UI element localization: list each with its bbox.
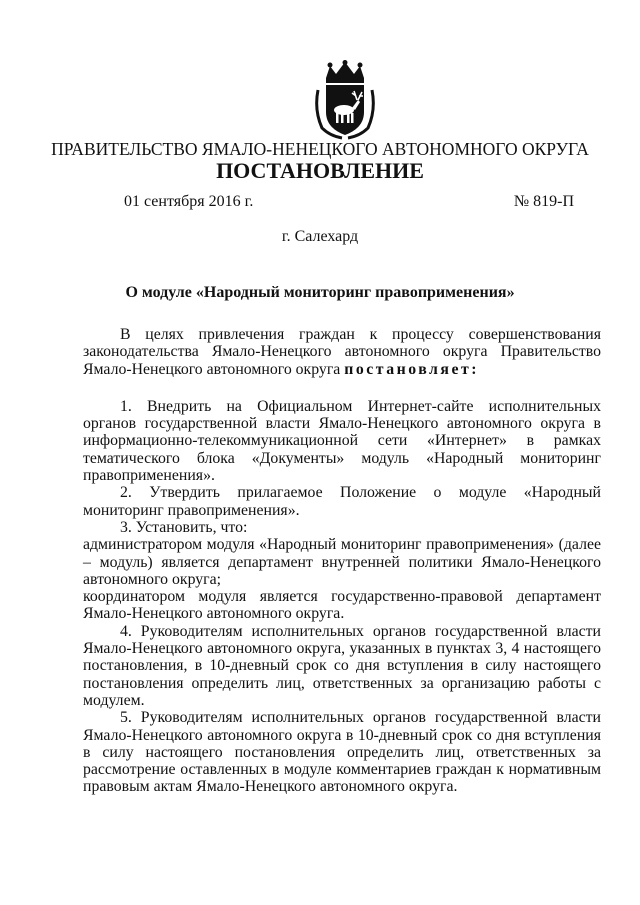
clause-paragraph: 3. Установить, что: [120, 518, 248, 536]
document-number: № 819-П [513, 193, 574, 210]
clause-paragraph: 5. Руководителям исполнительных органов государственной власти Ямало-Ненецкого автономного округа в 10-дневный срок со дня вступления в силу настоящего постановления определить лиц, ответственных за рассмотрение оставленных в модуле комментариев граждан к нормативным правовым актам Ямало-Ненецкого автономного округа. [83, 709, 601, 796]
document-body [83, 326, 601, 796]
document-subject: О модуле «Народный мониторинг правоприменения» [125, 284, 515, 301]
preamble-paragraph [83, 326, 601, 378]
preamble-text: В целях привлечения граждан к процессу совершенствования законодательства Ямало-Ненецкого автономного округа Правительство Ямало-Ненецкого автономного округа [83, 326, 601, 378]
clause-paragraph: координатором модуля является государственно-правовой департамент Ямало-Ненецкого автономного округа. [83, 588, 601, 623]
crown-icon [326, 60, 364, 83]
clause-paragraph: 2. Утвердить прилагаемое Положение о модуле «Народный мониторинг правоприменения». [83, 484, 601, 519]
clause-paragraph: администратором модуля «Народный мониторинг правоприменения» (далее – модуль) является департамент внутренней политики Ямало-Ненецкого автономного округа; [83, 536, 601, 588]
clause-paragraph: 4. Руководителям исполнительных органов государственной власти Ямало-Ненецкого автономного округа, указанных в пунктах 3, 4 настоящего постановления, в 10-дневный срок со дня вступления в силу настоящего постановления определить лиц, ответственных за организацию работы с модулем. [83, 622, 601, 709]
preamble-keyword: постановляет: [344, 360, 479, 378]
clause-paragraph: 1. Внедрить на Официальном Интернет-сайте исполнительных органов государственной власти Ямало-Ненецкого автономного округа в информационно-телекоммуникационной сети «Интернет» в рамках тематического блока «Документы» модуль «Народный мониторинг правоприменения». [83, 397, 601, 485]
document-date: 01 сентября 2016 г. [124, 193, 254, 210]
document-type-title: ПОСТАНОВЛЕНИЕ [216, 158, 424, 183]
document-city: г. Салехард [281, 228, 359, 245]
government-name: ПРАВИТЕЛЬСТВО ЯМАЛО-НЕНЕЦКОГО АВТОНОМНОГО ОКРУГА [51, 139, 589, 159]
coat-of-arms-emblem [312, 60, 378, 140]
